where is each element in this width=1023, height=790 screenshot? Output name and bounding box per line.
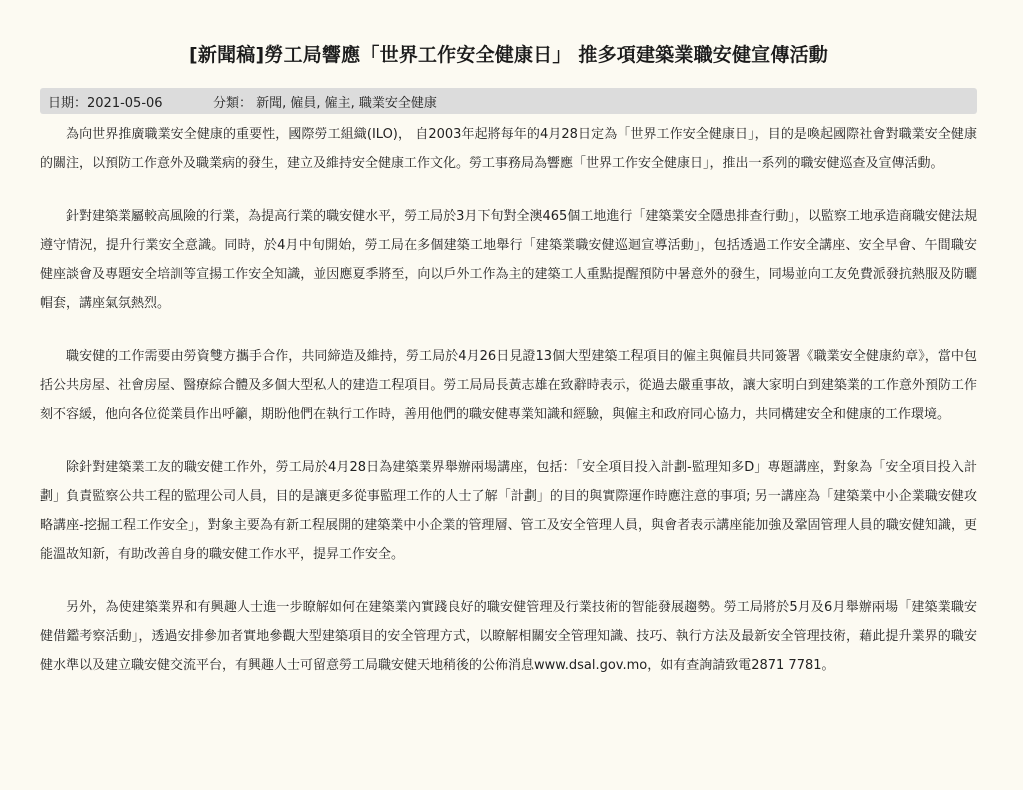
article-paragraph: 職安健的工作需要由勞資雙方攜手合作，共同締造及維持，勞工局於4月26日見證13個大型建築工程項目的僱主與僱員共同簽署《職業安全健康約章》，當中包括公共房屋、社會房屋、醫療綜合體及多個大型私人的建造工程項目。勞工局局長黃志雄在致辭時表示，從過去嚴重事故，讓大家明白到建築業的工作意外預防工作刻不容緩，他向各位從業員作出呼籲，期盼他們在執行工作時，善用他們的職安健專業知識和經驗，與僱主和政府同心協力，共同構建安全和健康的工作環境。 (40, 349, 977, 422)
article-paragraph: 針對建築業屬較高風險的行業，為提高行業的職安健水平，勞工局於3月下旬對全澳465個工地進行「建築業安全隱患排查行動」，以監察工地承造商職安健法規遵守情況，提升行業安全意識。同時，於4月中旬開始，勞工局在多個建築工地舉行「建築業職安健巡迴宣導活動」，包括透過工作安全講座、安全早會、午間職安健座談會及專題安全培訓等宣揚工作安全知識，並因應夏季將至，向以戶外工作為主的建築工人重點提醒預防中暑意外的發生，同場並向工友免費派發抗熱服及防曬帽套，講座氣氛熱烈。 (40, 209, 977, 311)
article-title: [新聞稿]勞工局響應「世界工作安全健康日」 推多項建築業職安健宣傳活動 (189, 44, 828, 66)
article-body (40, 120, 977, 680)
article-categories: 分類： 新聞, 僱員, 僱主, 職業安全健康 (213, 95, 437, 111)
article-meta-bar (40, 88, 977, 114)
article-paragraph: 為向世界推廣職業安全健康的重要性，國際勞工組織(ILO)， 自2003年起將每年的4月28日定為「世界工作安全健康日」，目的是喚起國際社會對職業安全健康的關注，以預防工作意外及職業病的發生，建立及維持安全健康工作文化。勞工事務局為響應「世界工作安全健康日」，推出一系列的職安健巡查及宣傳活動。 (40, 127, 977, 171)
article-paragraph: 另外，為使建築業界和有興趣人士進一步瞭解如何在建築業內實踐良好的職安健管理及行業技術的智能發展趨勢。勞工局將於5月及6月舉辦兩場「建築業職安健借鑑考察活動」，透過安排參加者實地參觀大型建築項目的安全管理方式，以瞭解相關安全管理知識、技巧、執行方法及最新安全管理技術，藉此提升業界的職安健水準以及建立職安健交流平台，有興趣人士可留意勞工局職安健天地稍後的公佈消息www.dsal.gov.mo，如有查詢請致電2871 7781。 (40, 600, 977, 673)
article-date: 日期：2021-05-06 (48, 95, 163, 111)
article-paragraph: 除針對建築業工友的職安健工作外，勞工局於4月28日為建築業界舉辦兩場講座，包括：「安全項目投入計劃-監理知多D」專題講座，對象為「安全項目投入計劃」負責監察公共工程的監理公司人員，目的是讓更多從事監理工作的人士了解「計劃」的目的與實際運作時應注意的事項; 另一講座為「建築業中小企業職安健攻略講座-挖掘工程工作安全」，對象主要為有新工程展開的建築業中小企業的管理層、管工及安全管理人員，與會者表示講座能加強及鞏固管理人員的職安健知識，更能溫故知新，有助改善自身的職安健工作水平，提昇工作安全。 (40, 460, 977, 562)
